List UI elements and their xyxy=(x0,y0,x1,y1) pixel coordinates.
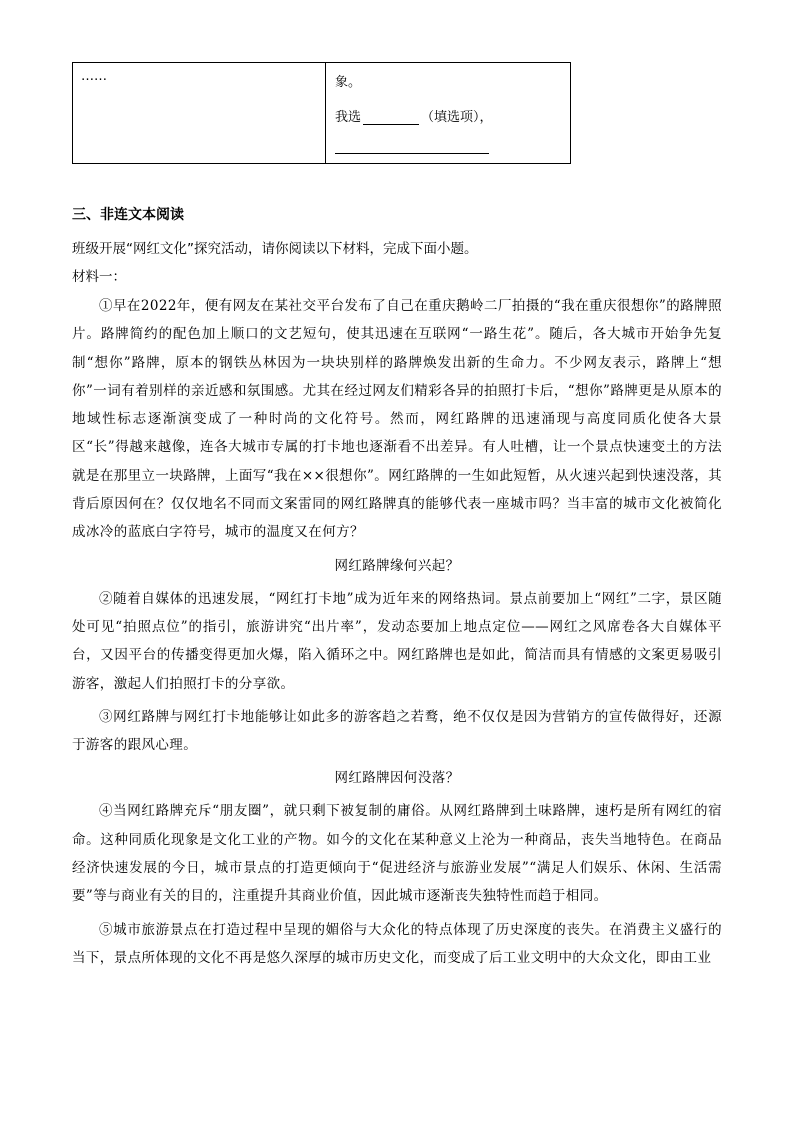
choice-blank[interactable] xyxy=(363,111,419,125)
table-right-line1: 象。 xyxy=(335,75,362,90)
answer-blank-line[interactable] xyxy=(335,153,489,154)
paragraph-5: ⑤城市旅游景点在打造过程中呈现的媚俗与大众化的特点体现了历史深度的丧失。在消费主义盛行的当下，景点所体现的文化不再是悠久深厚的城市历史文化，而变成了后工业文明中的大众文化，即由工业 xyxy=(72,921,722,966)
table-left-cell: …… xyxy=(81,69,107,84)
paragraph-4: ④当网红路牌充斥“朋友圈”，就只剩下被复制的庸俗。从网红路牌到土味路牌，速朽是所有网红的宿命。这种同质化现象是文化工业的产物。如今的文化在某种意义上沦为一种商品，丧失当地特色。在商品经济快速发展的今日，城市景点的打造更倾向于“促进经济与旅游业发展”“满足人们娱乐、休闲、生活需要”等与商业有关的目的，注重提升其商业价值，因此城市逐渐丧失独特性而趋于相同。 xyxy=(72,803,722,905)
section-intro: 班级开展“网红文化”探究活动，请你阅读以下材料，完成下面小题。 xyxy=(72,241,478,257)
table-divider xyxy=(325,63,326,163)
article-body xyxy=(72,292,722,977)
paragraph-1: ①早在2022年，便有网友在某社交平台发布了自己在重庆鹅岭二厂拍摄的“我在重庆很想你”的路牌照片。路牌简约的配色加上顺口的文艺短句，使其迅速在互联网“一路生花”。随后，各大城市开始争先复制“想你”路牌，原本的钢铁丛林因为一块块别样的路牌焕发出新的生命力。不少网友表示，路牌上“想你”一词有着别样的亲近感和氛围感。尤其在经过网友们精彩各异的拍照打卡后，“想你”路牌更是从原本的地域性标志逐渐演变成了一种时尚的文化符号。然而，网红路牌的迅速涌现与高度同质化使各大景区“长”得越来越像，连各大城市专属的打卡地也逐渐看不出差异。有人吐槽，让一个景点快速变土的方法就是在那里立一块路牌，上面写“我在××很想你”。网红路牌的一生如此短暂，从火速兴起到快速没落，其背后原因何在？仅仅地名不同而文案雷同的网红路牌真的能够代表一座城市吗？当丰富的城市文化被简化成冰冷的蓝底白字符号，城市的温度又在何方？ xyxy=(72,298,722,541)
table-right-line2 xyxy=(335,106,493,125)
choice-suffix: （填选项）， xyxy=(421,110,493,125)
choice-prefix: 我选 xyxy=(335,110,362,125)
subheading-1: 网红路牌缘何兴起？ xyxy=(334,557,460,574)
material-label: 材料一： xyxy=(72,269,126,285)
section-title: 三、非连文本阅读 xyxy=(72,207,184,223)
subheading-2: 网红路牌因何没落？ xyxy=(334,770,460,787)
paragraph-2: ②随着自媒体的迅速发展，“网红打卡地”成为近年来的网络热词。景点前要加上“网红”二字，景区随处可见“拍照点位”的指引，旅游讲究“出片率”，发动态要加上地点定位——网红之风席卷各大自媒体平台，又因平台的传播变得更加火爆，陷入循环之中。网红路牌也是如此，简洁而具有情感的文案更易吸引游客，激起人们拍照打卡的分享欲。 xyxy=(72,590,722,692)
answer-table xyxy=(72,62,571,164)
paragraph-3: ③网红路牌与网红打卡地能够让如此多的游客趋之若鹜，绝不仅仅是因为营销方的宣传做得好，还源于游客的跟风心理。 xyxy=(72,708,722,754)
